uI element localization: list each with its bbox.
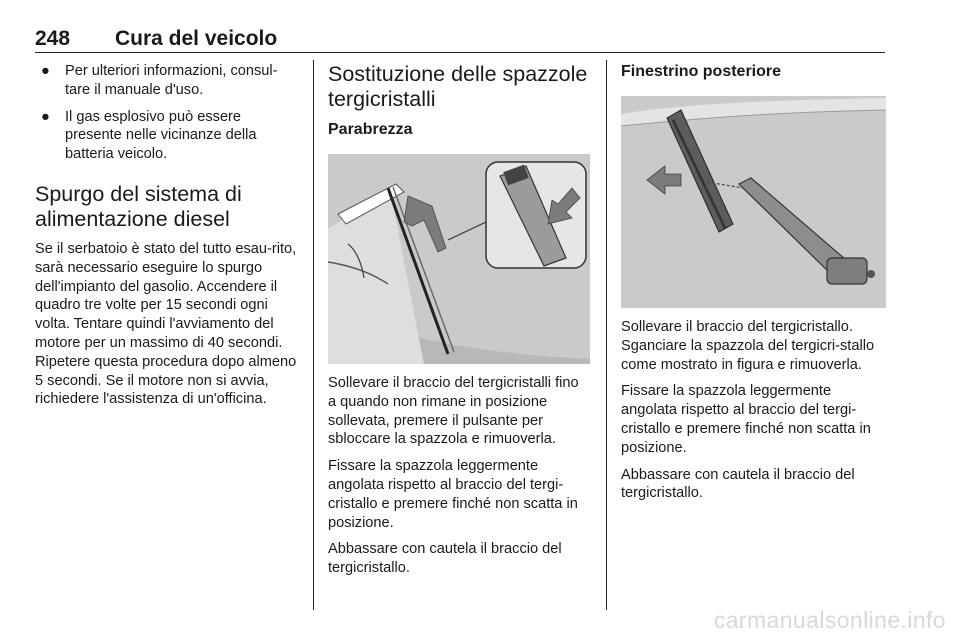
watermark: carmanualsonline.info — [713, 607, 946, 633]
column-divider — [313, 60, 314, 610]
bullet-icon: ● — [41, 63, 50, 79]
windshield-step-2: Fissare la spazzola leggermente angolata rispetto al braccio del tergi-cristallo e premere finché non scatta in posizione. — [328, 458, 578, 531]
bullet-item — [35, 108, 300, 164]
rear-wiper-figure — [621, 96, 886, 308]
windshield-step-1: Sollevare il braccio del tergicristalli fino a quando non rimane in posizione sollevata, premere il pulsante per sbloccare la spazzola e rimuoverla. — [328, 375, 579, 448]
rear-step-1: Sollevare il braccio del tergicristallo. Sganciare la spazzola del tergicri-stallo come mostrato in figura e rimuoverla. — [621, 319, 875, 373]
windshield-wiper-figure — [328, 154, 590, 364]
page-number: 248 — [35, 27, 71, 50]
section-heading-diesel: Spurgo del sistema di alimentazione diesel — [35, 181, 242, 231]
column-left — [35, 62, 300, 417]
subheading-rear-window: Finestrino posteriore — [621, 63, 782, 80]
rear-step-2: Fissare la spazzola leggermente angolata rispetto al braccio del tergi-cristallo e premere finché non scatta in posizione. — [621, 383, 871, 456]
bullet-text: Per ulteriori informazioni, consul-tare il manuale d'uso. — [65, 63, 278, 98]
diesel-paragraph: Se il serbatoio è stato del tutto esau-rito, sarà necessario eseguire lo spurgo dell'impianto del gasolio. Accendere il quadro tre volte per 15 secondi ogni volta. Tentare quindi l'avviamento del motore per un massimo di 40 secondi. Ripetere questa procedura dopo almeno 5 secondi. Se il motore non si avvia, richiedere l'assistenza di un'officina. — [35, 240, 297, 408]
column-middle — [328, 62, 590, 586]
chapter-title: Cura del veicolo — [115, 27, 278, 50]
windshield-step-3: Abbassare con cautela il braccio del tergicristallo. — [328, 541, 562, 577]
section-heading-wipers: Sostituzione delle spazzole tergicristalli — [328, 62, 588, 111]
bullet-text: Il gas esplosivo può essere presente nelle vicinanze della batteria veicolo. — [65, 108, 257, 163]
rear-step-3: Abbassare con cautela il braccio del tergicristallo. — [621, 466, 855, 502]
subheading-windshield: Parabrezza — [328, 121, 413, 138]
bullet-icon: ● — [41, 108, 50, 125]
column-right — [621, 62, 886, 511]
page-header — [35, 24, 885, 53]
column-divider — [606, 60, 607, 610]
bullet-item — [35, 62, 300, 100]
bullet-list — [35, 62, 300, 164]
